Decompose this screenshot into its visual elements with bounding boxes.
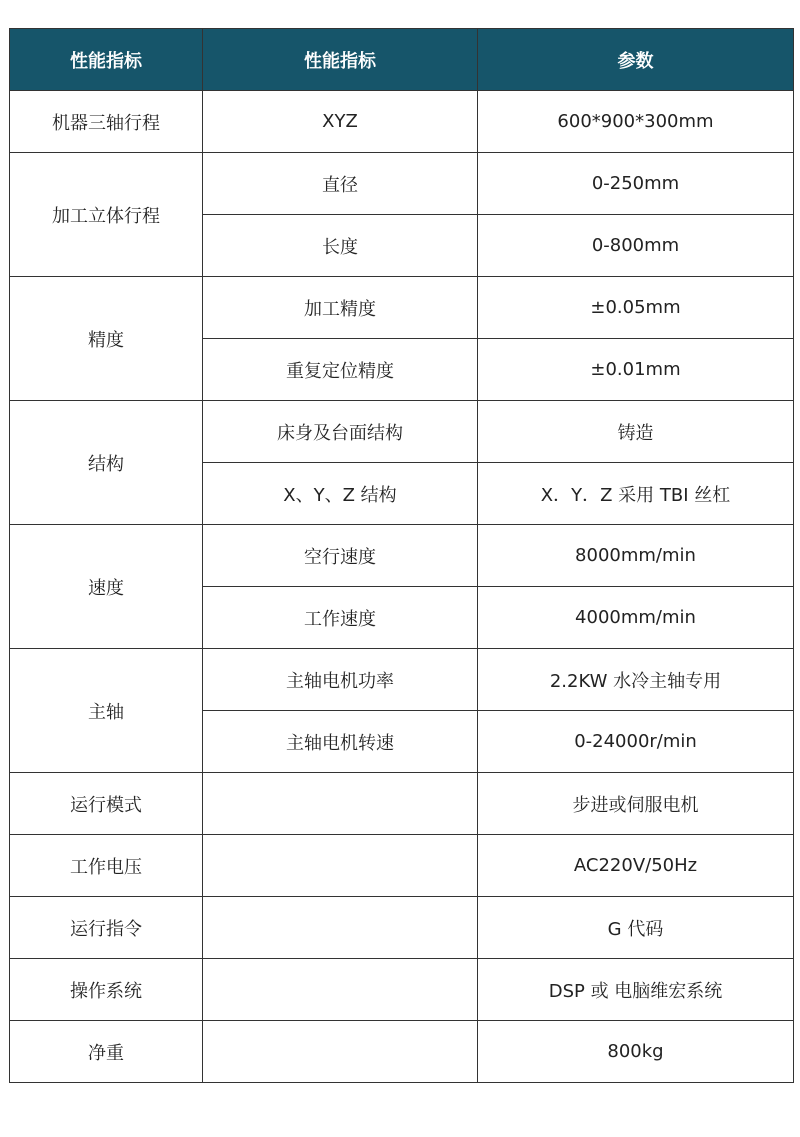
- row-metric: [203, 773, 478, 835]
- row-value: 600*900*300mm: [478, 91, 794, 153]
- row-metric: [203, 1021, 478, 1083]
- row-metric: [203, 835, 478, 897]
- row-category: 运行模式: [10, 773, 203, 835]
- header-category: 性能指标: [10, 29, 203, 91]
- row-metric: 重复定位精度: [203, 339, 478, 401]
- table-row: [10, 897, 794, 959]
- row-metric: X、Y、Z 结构: [203, 463, 478, 525]
- row-value: 铸造: [478, 401, 794, 463]
- row-metric: 工作速度: [203, 587, 478, 649]
- row-category: 机器三轴行程: [10, 91, 203, 153]
- row-value: 800kg: [478, 1021, 794, 1083]
- header-value: 参数: [478, 29, 794, 91]
- row-metric: [203, 959, 478, 1021]
- row-metric: 空行速度: [203, 525, 478, 587]
- table-row: [10, 835, 794, 897]
- table-row: [10, 959, 794, 1021]
- row-value: G 代码: [478, 897, 794, 959]
- table-row: [10, 153, 794, 215]
- row-metric: [203, 897, 478, 959]
- row-category: 加工立体行程: [10, 153, 203, 277]
- header-metric: 性能指标: [203, 29, 478, 91]
- row-category: 操作系统: [10, 959, 203, 1021]
- row-metric: 加工精度: [203, 277, 478, 339]
- row-metric: 直径: [203, 153, 478, 215]
- row-category: 精度: [10, 277, 203, 401]
- row-metric: 床身及台面结构: [203, 401, 478, 463]
- spec-table: [9, 28, 794, 1083]
- row-value: ±0.05mm: [478, 277, 794, 339]
- row-metric: XYZ: [203, 91, 478, 153]
- table-row: [10, 91, 794, 153]
- table-row: [10, 525, 794, 587]
- table-row: [10, 401, 794, 463]
- table-row: [10, 1021, 794, 1083]
- row-value: 8000mm/min: [478, 525, 794, 587]
- table-row: [10, 649, 794, 711]
- row-value: ±0.01mm: [478, 339, 794, 401]
- row-category: 工作电压: [10, 835, 203, 897]
- row-category: 结构: [10, 401, 203, 525]
- row-value: X．Y．Z 采用 TBI 丝杠: [478, 463, 794, 525]
- row-value: 2.2KW 水冷主轴专用: [478, 649, 794, 711]
- row-metric: 主轴电机转速: [203, 711, 478, 773]
- row-category: 净重: [10, 1021, 203, 1083]
- table-row: [10, 773, 794, 835]
- row-category: 速度: [10, 525, 203, 649]
- row-value: 4000mm/min: [478, 587, 794, 649]
- row-value: AC220V/50Hz: [478, 835, 794, 897]
- header-row: [10, 29, 794, 91]
- row-category: 主轴: [10, 649, 203, 773]
- table-row: [10, 277, 794, 339]
- row-metric: 主轴电机功率: [203, 649, 478, 711]
- table-header: [10, 29, 794, 91]
- row-value: 0-24000r/min: [478, 711, 794, 773]
- row-metric: 长度: [203, 215, 478, 277]
- row-category: 运行指令: [10, 897, 203, 959]
- row-value: 0-800mm: [478, 215, 794, 277]
- row-value: 步进或伺服电机: [478, 773, 794, 835]
- table-body: [10, 91, 794, 1083]
- row-value: 0-250mm: [478, 153, 794, 215]
- row-value: DSP 或 电脑维宏系统: [478, 959, 794, 1021]
